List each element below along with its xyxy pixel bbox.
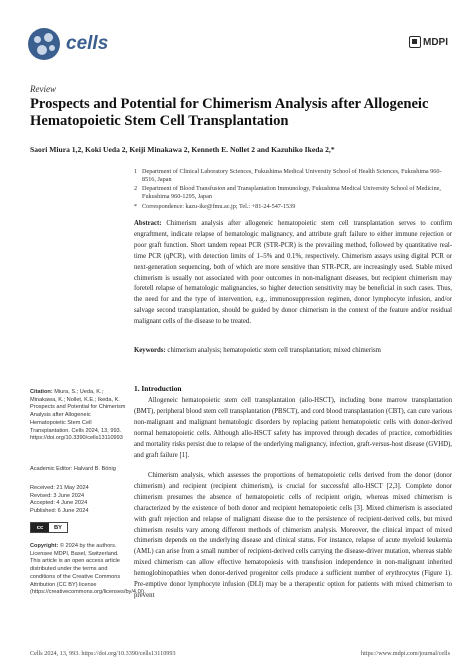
- copyright-block: [30, 543, 146, 597]
- journal-logo: [28, 28, 108, 60]
- section-heading: 1. Introduction: [134, 384, 182, 393]
- received-date: Received: 21 May 2024: [30, 485, 89, 491]
- revised-date: Revised: 3 June 2024: [30, 492, 85, 499]
- affiliation-number: 2: [134, 185, 138, 192]
- intro-paragraph-2: Chimerism analysis, which assesses the proportions of hematopoietic cells derived from the donor (donor chimerism) and recipient (recipient chimerism), is crucial for successful allo-HSCT [2,3]. Complete donor chimerism presumes the absence of hematopoietic cells of recipient origin, whereas mixed chimerism is characterized by the existence of both donor and recipient hematopoietic cells [3]. Mixed chimerism is associated with graft rejection and relapse of malignant disease due to the persistence of recipient-derived cells, but mixed chimerism results vary among different methods of chimerism analysis. Moreover, the clinical impact of mixed chimerism depends on the underlying disease and clinical status. For instance, relapse of acute myeloid leukemia (AML) can arise from a small number of recipient-derived cells carrying the disease-driver mutation, whereas stable mixed chimerism can allow effective hematopoiesis with transfusion independence in non-malignant inherited hemoglobinopathies when donor-derived progenitor cells produce a sufficient number of erythrocytes (Figure 1). Pre-emptive donor lymphocyte infusion (DLI) may be a therapeutic option for patients with mixed chimerism to prevent: [134, 472, 452, 599]
- journal-name: cells: [66, 33, 109, 54]
- affiliation-text: Department of Blood Transfusion and Transplantation Immunology, Fukushima Medical University School of Medicine, Fukushima 960-1295, Japan: [142, 185, 441, 200]
- affiliation-2: [134, 185, 454, 201]
- publisher-logo: [409, 36, 448, 48]
- citation-label: Citation:: [30, 389, 53, 395]
- cells-logo-icon: [28, 28, 60, 60]
- correspondence-text: Correspondence: kazu-ike@fmu.ac.jp; Tel.: +81-24-547-1539: [142, 203, 296, 210]
- copyright-label: Copyright:: [30, 543, 59, 549]
- affiliation-1: [134, 168, 454, 184]
- by-icon: BY: [49, 523, 67, 532]
- author-list: Saori Miura 1,2, Koki Ueda 2, Keiji Minakawa 2, Kenneth E. Nollet 2 and Kazuhiko Ikeda 2,*: [30, 145, 335, 154]
- correspondence: [134, 203, 454, 211]
- cc-by-license-badge[interactable]: [30, 522, 68, 533]
- footer-journal-link[interactable]: https://www.mdpi.com/journal/cells: [361, 650, 450, 657]
- accepted-date: Accepted: 4 June 2024: [30, 500, 88, 507]
- published-date: Published: 6 June 2024: [30, 508, 89, 515]
- academic-editor: Academic Editor: Halvard B. Bönig: [30, 466, 116, 472]
- keywords: [134, 346, 452, 357]
- mdpi-mark-icon: [409, 36, 421, 48]
- affiliation-number: *: [134, 203, 138, 210]
- abstract: [134, 219, 452, 328]
- keywords-text: chimerism analysis; hematopoietic stem cell transplantation; mixed chimerism: [167, 347, 381, 354]
- dates-block: [30, 485, 126, 516]
- citation-block: [30, 389, 126, 443]
- cc-icon: cc: [31, 523, 49, 532]
- copyright-text: © 2024 by the authors. Licensee MDPI, Basel, Switzerland. This article is an open access article distributed under the terms and conditions of the Creative Commons Attribution (CC BY) license (https://creativecommons.org/licenses/by/4.0/).: [30, 543, 146, 596]
- footer-citation: Cells 2024, 13, 993. https://doi.org/10.3390/cells13110993: [30, 650, 176, 657]
- intro-paragraph-1: Allogeneic hematopoietic stem cell transplantation (allo-HSCT), including bone marrow transplantation (BMT), peripheral blood stem cell transplantation (PBSCT), and cord blood transplantation (CBT), can cure various non-malignant and malignant hematologic disorders by replacing patient hematopoietic cells with donor-derived normal hematopoietic cells. Although allo-HSCT safety has improved through decades of practice, comorbidities and mortality risks persist due to relapse of the underlying malignancy, infection, graft-versus-host disease (GVHD), and graft failure [1].: [134, 397, 452, 459]
- affiliation-text: Department of Clinical Laboratory Sciences, Fukushima Medical University School of Health Sciences, Fukushima 960-8516, Japan: [142, 168, 442, 183]
- article-type: Review: [30, 84, 56, 94]
- article-title: Prospects and Potential for Chimerism Analysis after Allogeneic Hematopoietic Stem Cell Transplantation: [30, 96, 429, 129]
- publisher-name: MDPI: [423, 36, 448, 48]
- abstract-text: Chimerism analysis after allogeneic hematopoietic stem cell transplantation serves to confirm engraftment, indicate relapse of hematologic malignancy, and attribute graft failure to either immune rejection or poor graft function. Short tandem repeat PCR (STR-PCR) is the prevailing method, followed by quantitative real-time PCR (qPCR), with detection limits of 1–5% and 0.1%, respectively. Chimerism assays using digital PCR or next-generation sequencing, both of which are more sensitive than STR-PCR, are increasingly used. Stable mixed chimerism is usually not associated with poor outcomes in non-malignant diseases, but recipient chimerism may foretell relapse of hematologic malignancies, so higher detection sensitivity may be beneficial in such cases. Thus, the need for and the type of intervention, e.g., immunosuppression regimen, donor lymphocyte infusion, and/or salvage second transplantation, should be guided by donor chimerism in the context of the feature and/or residual malignant cells of the disease to be treated.: [134, 220, 453, 326]
- abstract-label: Abstract:: [134, 220, 162, 227]
- keywords-label: Keywords:: [134, 347, 166, 354]
- citation-text: Miura, S.; Ueda, K.; Minakawa, K.; Nollet, K.E.; Ikeda, K. Prospects and Potential for Chimerism Analysis after Allogeneic Hematopoietic Stem Cell Transplantation. Cells 2024, 13, 993. https://doi.org/10.3390/cells13110993: [30, 389, 126, 442]
- affiliation-number: 1: [134, 168, 138, 175]
